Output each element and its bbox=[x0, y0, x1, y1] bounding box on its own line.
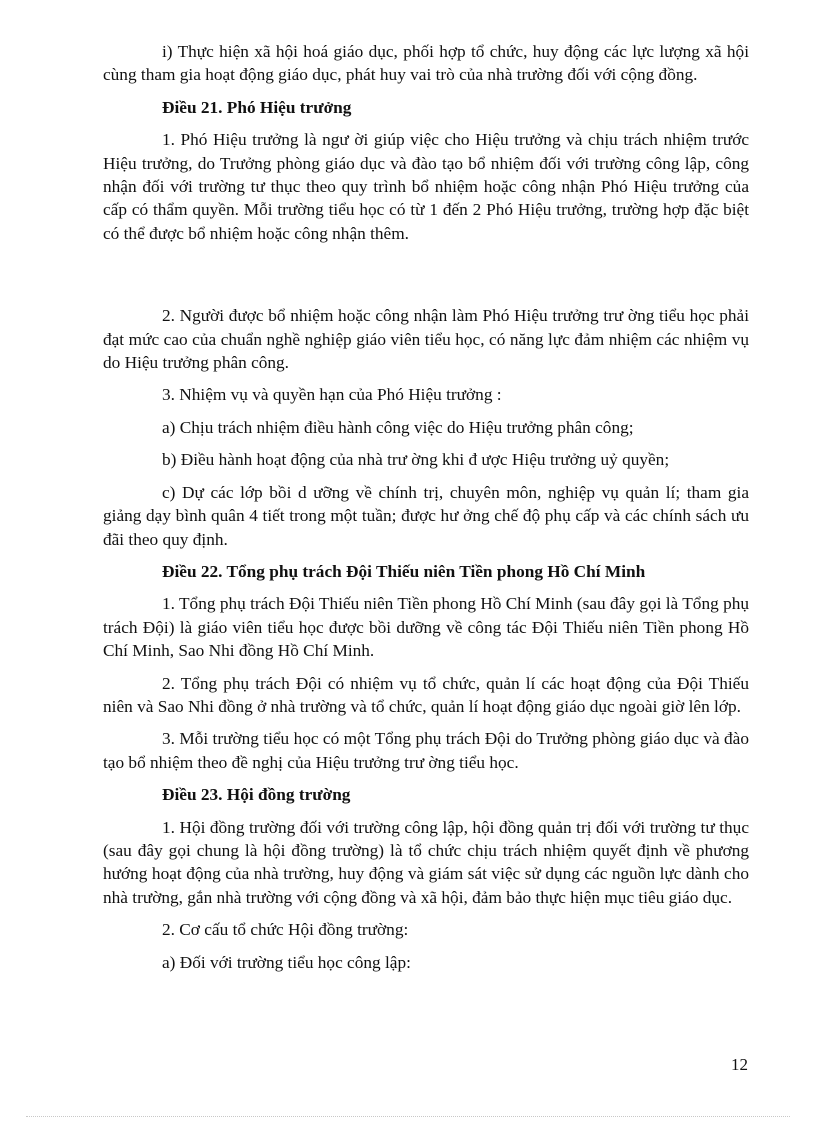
article-21-clause-1: 1. Phó Hiệu trưởng là ngư ời giúp việc cho Hiệu trưởng và chịu trách nhiệm trước Hiệu trưởng, do Trưởng phòng giáo dục và đào tạo bổ nhiệm đối với trường công lập, công nhận đối với trường tư thục theo quy trình bổ nhiệm hoặc công nhận Phó Hiệu trưởng của cấp có thẩm quyền. Mỗi trường tiểu học có từ 1 đến 2 Phó Hiệu trưởng, trường hợp đặc biệt có thể được bổ nhiệm hoặc công nhận thêm. bbox=[103, 130, 749, 243]
article-23-clause-2: 2. Cơ cấu tổ chức Hội đồng trường: bbox=[162, 920, 409, 940]
article-22-clause-3: 3. Mỗi trường tiểu học có một Tổng phụ trách Đội do Trưởng phòng giáo dục và đào tạo bổ nhiệm theo đề nghị của Hiệu trưởng trư ờng tiểu học. bbox=[103, 729, 749, 772]
article-21-item-c: c) Dự các lớp bồi d ưỡng về chính trị, chuyên môn, nghiệp vụ quản lí; tham gia giảng dạy bình quân 4 tiết trong một tuần; được hư ởng chế độ phụ cấp và các chính sách ưu đãi theo quy định. bbox=[103, 482, 749, 549]
article-21-item-a: a) Chịu trách nhiệm điều hành công việc do Hiệu trưởng phân công; bbox=[162, 417, 634, 437]
article-21-clause-3: 3. Nhiệm vụ và quyền hạn của Phó Hiệu trưởng : bbox=[162, 385, 502, 405]
article-21-item-b: b) Điều hành hoạt động của nhà trư ờng khi đ ược Hiệu trưởng uỷ quyền; bbox=[162, 450, 670, 470]
document-body bbox=[103, 40, 749, 983]
article-22-heading: Điều 22. Tổng phụ trách Đội Thiếu niên Tiền phong Hồ Chí Minh bbox=[162, 561, 646, 581]
article-21-heading: Điều 21. Phó Hiệu trưởng bbox=[162, 97, 352, 117]
article-21-clause-2: 2. Người được bổ nhiệm hoặc công nhận làm Phó Hiệu trưởng trư ờng tiểu học phải đạt mức cao của chuẩn nghề nghiệp giáo viên tiểu học, có năng lực đảm nhiệm các nhiệm vụ do Hiệu trưởng phân công. bbox=[103, 306, 749, 373]
page-number: 12 bbox=[731, 1055, 748, 1074]
article-23-heading: Điều 23. Hội đồng trường bbox=[162, 785, 351, 805]
article-22-clause-2: 2. Tổng phụ trách Đội có nhiệm vụ tổ chức, quản lí các hoạt động của Đội Thiếu niên và Sao Nhi đồng ở nhà trường và tổ chức, quản lí hoạt động giáo dục ngoài giờ lên lớp. bbox=[103, 673, 749, 716]
blank-space bbox=[103, 254, 749, 304]
article-23-item-a: a) Đối với trường tiểu học công lập: bbox=[162, 952, 411, 972]
paragraph-community-role: i) Thực hiện xã hội hoá giáo dục, phối hợp tổ chức, huy động các lực lượng xã hội cùng tham gia hoạt động giáo dục, phát huy vai trò của nhà trường đối với cộng đồng. bbox=[103, 42, 749, 85]
article-23-clause-1: 1. Hội đồng trường đối với trường công lập, hội đồng quản trị đối với trường tư thục (sau đây gọi chung là hội đồng trường) là tổ chức chịu trách nhiệm quyết định về phương hướng hoạt động của nhà trường, huy động và giám sát việc sử dụng các nguồn lực dành cho nhà trường, gắn nhà trường với cộng đồng và xã hội, đảm bảo thực hiện mục tiêu giáo dục. bbox=[103, 817, 749, 907]
page-bottom-divider bbox=[26, 1116, 790, 1117]
article-22-clause-1: 1. Tổng phụ trách Đội Thiếu niên Tiền phong Hồ Chí Minh (sau đây gọi là Tổng phụ trách Đội) là giáo viên tiểu học được bồi dưỡng về công tác Đội Thiếu niên Tiền phong Hồ Chí Minh, Sao Nhi đồng Hồ Chí Minh. bbox=[103, 594, 749, 661]
